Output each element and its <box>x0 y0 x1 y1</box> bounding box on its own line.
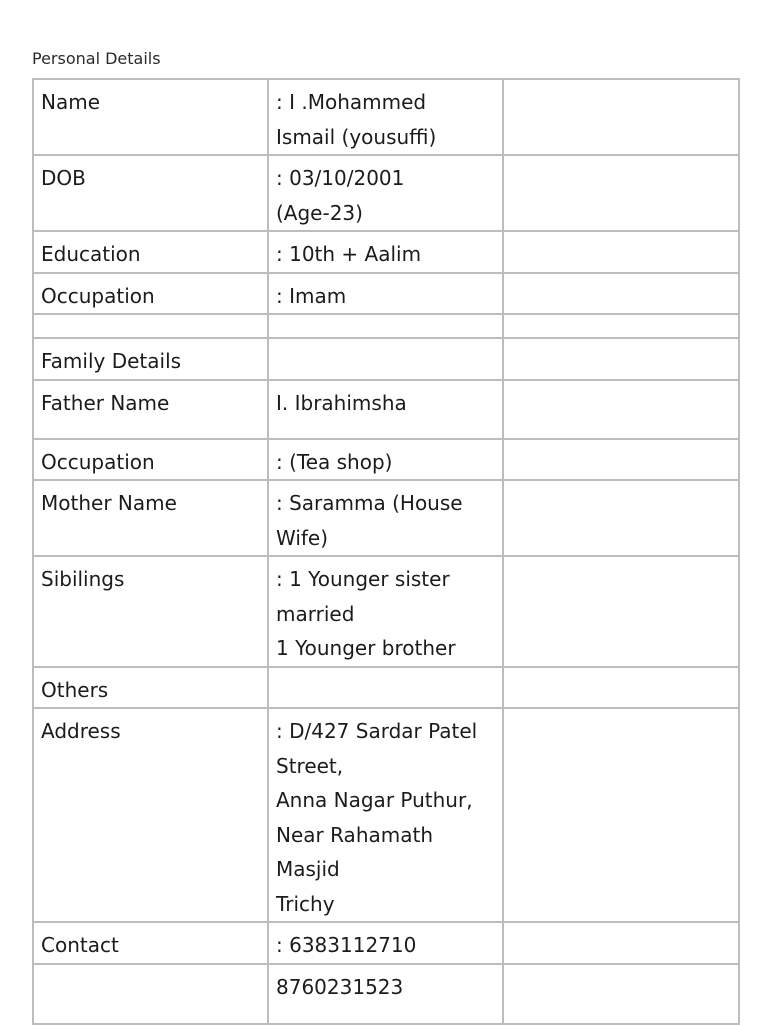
row-value <box>268 439 503 481</box>
table-row-father-occupation <box>33 439 739 481</box>
row-label: Father Name <box>33 380 268 439</box>
table-row-others <box>33 667 739 709</box>
row-value-line: : (Tea shop) <box>276 449 393 474</box>
row-value-line: married <box>276 601 355 626</box>
row-value-line: Masjid <box>276 857 340 881</box>
row-label <box>33 314 268 338</box>
row-label: Others <box>33 667 268 709</box>
row-value-line: Wife) <box>276 525 329 550</box>
row-extra <box>503 556 739 667</box>
row-extra <box>503 338 739 380</box>
row-label: Occupation <box>33 273 268 315</box>
row-label <box>33 964 268 1024</box>
table-row-education <box>33 231 739 273</box>
details-table-container <box>32 78 738 999</box>
row-value-line: Near Rahamath <box>276 822 434 847</box>
row-extra <box>503 380 739 439</box>
row-value-line: : I .Mohammed <box>276 90 427 114</box>
row-extra <box>503 708 739 922</box>
row-extra <box>503 231 739 273</box>
table-row-family-details <box>33 338 739 380</box>
table-row-contact <box>33 922 739 964</box>
row-value-line: : Saramma (House <box>276 491 463 515</box>
row-value-line: Ismail (yousuffi) <box>276 124 437 149</box>
table-row-contact-alt <box>33 964 739 1024</box>
row-extra <box>503 79 739 155</box>
row-label: DOB <box>33 155 268 231</box>
row-label: Family Details <box>33 338 268 380</box>
row-value-line: Anna Nagar Puthur, <box>276 788 473 812</box>
row-value-line: : 03/10/2001 <box>276 166 405 190</box>
row-value <box>268 314 503 338</box>
section-title: Personal Details <box>32 49 161 68</box>
row-extra <box>503 439 739 481</box>
row-value <box>268 556 503 667</box>
row-label: Mother Name <box>33 480 268 556</box>
row-value <box>268 79 503 155</box>
row-value <box>268 380 503 439</box>
row-value-line: : 6383112710 <box>276 933 417 957</box>
row-value <box>268 338 503 380</box>
row-value-line: : D/427 Sardar Patel <box>276 719 478 743</box>
row-value <box>268 708 503 922</box>
details-table <box>32 78 740 1025</box>
row-value-line: 1 Younger brother <box>276 636 456 660</box>
table-row-mother-name <box>33 480 739 556</box>
row-value <box>268 155 503 231</box>
row-label: Name <box>33 79 268 155</box>
table-row-address <box>33 708 739 922</box>
row-value-line: : Imam <box>276 283 347 308</box>
row-extra <box>503 155 739 231</box>
row-extra <box>503 964 739 1024</box>
table-row-father-name <box>33 380 739 439</box>
table-row-dob <box>33 155 739 231</box>
row-extra <box>503 480 739 556</box>
row-extra <box>503 273 739 315</box>
table-row-occupation <box>33 273 739 315</box>
row-value <box>268 231 503 273</box>
row-label: Sibilings <box>33 556 268 667</box>
row-value <box>268 667 503 709</box>
row-value-line: Trichy <box>276 891 335 916</box>
row-value <box>268 273 503 315</box>
row-value-line: : 10th + Aalim <box>276 242 422 266</box>
row-extra <box>503 314 739 338</box>
row-value-line: Street, <box>276 753 344 778</box>
row-value <box>268 964 503 1024</box>
row-value-line: (Age-23) <box>276 200 363 225</box>
row-label: Education <box>33 231 268 273</box>
table-row-empty <box>33 314 739 338</box>
table-row-name <box>33 79 739 155</box>
row-value-line: 8760231523 <box>276 974 404 999</box>
table-row-siblings <box>33 556 739 667</box>
row-value-line: : 1 Younger sister <box>276 567 450 591</box>
row-label: Address <box>33 708 268 922</box>
row-label: Occupation <box>33 439 268 481</box>
row-value <box>268 480 503 556</box>
row-value <box>268 922 503 964</box>
row-extra <box>503 922 739 964</box>
row-value-line: I. Ibrahimsha <box>276 390 407 415</box>
row-label: Contact <box>33 922 268 964</box>
row-extra <box>503 667 739 709</box>
